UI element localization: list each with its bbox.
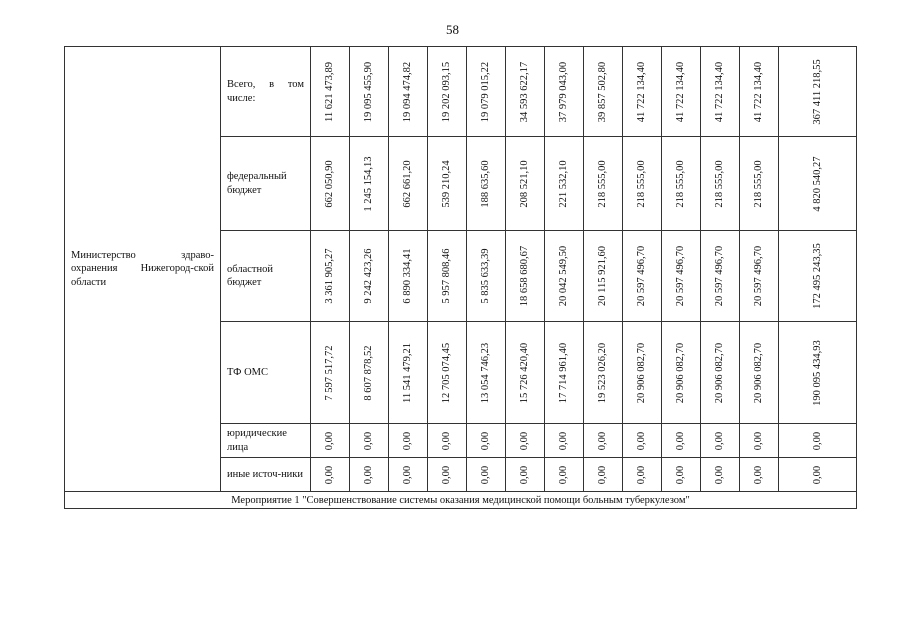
page-number: 58 xyxy=(446,22,459,37)
year-value-cell xyxy=(740,47,779,137)
year-value-cell xyxy=(740,458,779,492)
year-value: 9 242 423,26 xyxy=(362,248,374,304)
year-value-cell xyxy=(623,322,662,424)
funding-source-label: областной бюджет xyxy=(221,231,311,322)
year-value-cell xyxy=(428,424,467,458)
year-value-cell xyxy=(506,137,545,231)
year-value: 662 661,20 xyxy=(401,159,413,208)
year-value: 0,00 xyxy=(713,465,725,484)
year-value: 20 597 496,70 xyxy=(674,245,686,307)
year-value-cell xyxy=(545,458,584,492)
year-value: 0,00 xyxy=(635,431,647,450)
year-value-cell xyxy=(389,322,428,424)
year-value: 41 722 134,40 xyxy=(713,61,725,122)
year-value: 0,00 xyxy=(440,431,452,450)
year-value: 39 857 502,80 xyxy=(596,61,608,122)
measure-title: Мероприятие 1 "Совершенствование системы оказания медицинской помощи больным туберкулезом" xyxy=(65,492,857,509)
year-value: 20 906 082,70 xyxy=(713,342,725,403)
total-value-cell xyxy=(779,47,857,137)
year-value: 1 245 154,13 xyxy=(362,155,374,212)
year-value: 8 607 878,52 xyxy=(362,344,374,401)
year-value-cell xyxy=(350,458,389,492)
year-value-cell xyxy=(428,231,467,322)
year-value-cell xyxy=(467,137,506,231)
year-value-cell xyxy=(623,137,662,231)
year-value-cell xyxy=(545,137,584,231)
year-value-cell xyxy=(545,322,584,424)
year-value: 218 555,00 xyxy=(713,159,725,208)
year-value-cell xyxy=(584,424,623,458)
year-value-cell xyxy=(701,231,740,322)
year-value-cell xyxy=(311,231,350,322)
year-value: 19 079 015,22 xyxy=(479,61,491,122)
year-value: 5 957 808,46 xyxy=(440,248,452,304)
year-value: 0,00 xyxy=(713,431,725,450)
year-value: 0,00 xyxy=(479,431,491,450)
year-value: 188 635,60 xyxy=(479,159,491,208)
total-value: 367 411 218,55 xyxy=(811,58,823,125)
footer-row xyxy=(65,492,857,509)
total-value: 172 495 243,35 xyxy=(811,243,823,309)
year-value: 662 050,90 xyxy=(323,159,335,208)
year-value: 41 722 134,40 xyxy=(674,61,686,122)
year-value: 0,00 xyxy=(518,431,530,450)
year-value-cell xyxy=(311,47,350,137)
year-value: 11 541 479,21 xyxy=(401,342,413,403)
year-value-cell xyxy=(350,424,389,458)
year-value-cell xyxy=(545,424,584,458)
table-row xyxy=(65,47,857,137)
year-value-cell xyxy=(662,231,701,322)
year-value: 0,00 xyxy=(401,431,413,450)
year-value: 218 555,00 xyxy=(596,159,608,208)
funding-source-label: Всего, в том числе: xyxy=(221,47,311,137)
year-value-cell xyxy=(506,322,545,424)
year-value: 20 115 921,60 xyxy=(596,246,608,306)
year-value-cell xyxy=(350,137,389,231)
year-value: 208 521,10 xyxy=(518,159,530,208)
funding-source-label: юридические лица xyxy=(221,424,311,458)
year-value: 0,00 xyxy=(752,431,764,450)
year-value: 37 979 043,00 xyxy=(557,61,569,122)
year-value-cell xyxy=(428,137,467,231)
year-value: 6 890 334,41 xyxy=(401,248,413,304)
year-value-cell xyxy=(584,47,623,137)
year-value-cell xyxy=(740,322,779,424)
year-value: 0,00 xyxy=(323,465,335,484)
year-value-cell xyxy=(428,47,467,137)
year-value: 5 835 633,39 xyxy=(479,248,491,304)
year-value-cell xyxy=(350,231,389,322)
year-value: 20 597 496,70 xyxy=(635,245,647,307)
year-value-cell xyxy=(389,424,428,458)
year-value-cell xyxy=(311,322,350,424)
year-value: 0,00 xyxy=(674,431,686,450)
year-value-cell xyxy=(428,322,467,424)
year-value-cell xyxy=(662,322,701,424)
year-value: 7 597 517,72 xyxy=(323,344,335,401)
year-value: 41 722 134,40 xyxy=(752,61,764,122)
year-value: 34 593 622,17 xyxy=(518,61,530,122)
year-value: 20 906 082,70 xyxy=(674,342,686,403)
year-value: 0,00 xyxy=(635,465,647,484)
funding-source-label: ТФ ОМС xyxy=(221,322,311,424)
year-value-cell xyxy=(584,322,623,424)
year-value: 0,00 xyxy=(557,465,569,484)
year-value-cell xyxy=(662,424,701,458)
year-value-cell xyxy=(623,424,662,458)
year-value: 20 906 082,70 xyxy=(635,342,647,403)
year-value: 0,00 xyxy=(362,465,374,484)
year-value-cell xyxy=(428,458,467,492)
year-value-cell xyxy=(701,137,740,231)
year-value-cell xyxy=(545,47,584,137)
year-value-cell xyxy=(740,231,779,322)
year-value-cell xyxy=(389,231,428,322)
total-value-cell xyxy=(779,322,857,424)
year-value-cell xyxy=(623,47,662,137)
year-value-cell xyxy=(662,458,701,492)
year-value-cell xyxy=(506,458,545,492)
year-value-cell xyxy=(467,231,506,322)
total-value-cell xyxy=(779,231,857,322)
year-value-cell xyxy=(701,322,740,424)
year-value-cell xyxy=(467,424,506,458)
year-value-cell xyxy=(467,458,506,492)
year-value-cell xyxy=(584,231,623,322)
year-value: 19 094 474,82 xyxy=(401,61,413,122)
year-value-cell xyxy=(584,458,623,492)
year-value: 19 202 093,15 xyxy=(440,61,452,122)
year-value-cell xyxy=(350,322,389,424)
budget-table xyxy=(64,46,857,509)
year-value: 0,00 xyxy=(674,465,686,484)
year-value: 19 523 026,20 xyxy=(596,342,608,403)
year-value-cell xyxy=(506,424,545,458)
year-value: 0,00 xyxy=(596,465,608,484)
year-value-cell xyxy=(311,137,350,231)
funding-source-label: иные источ-ники xyxy=(221,458,311,492)
year-value-cell xyxy=(584,137,623,231)
year-value: 15 726 420,40 xyxy=(518,342,530,403)
year-value: 0,00 xyxy=(440,465,452,484)
year-value: 20 597 496,70 xyxy=(713,245,725,307)
year-value-cell xyxy=(740,424,779,458)
year-value-cell xyxy=(311,424,350,458)
year-value: 41 722 134,40 xyxy=(635,61,647,122)
year-value: 218 555,00 xyxy=(674,159,686,208)
year-value: 18 658 680,67 xyxy=(518,245,530,307)
year-value: 218 555,00 xyxy=(752,159,764,208)
year-value: 0,00 xyxy=(401,465,413,484)
year-value: 20 597 496,70 xyxy=(752,245,764,307)
year-value: 0,00 xyxy=(596,431,608,450)
year-value-cell xyxy=(506,231,545,322)
year-value: 19 095 455,90 xyxy=(362,61,374,122)
year-value-cell xyxy=(701,47,740,137)
year-value-cell xyxy=(701,458,740,492)
year-value-cell xyxy=(467,47,506,137)
organization-cell: Министерство здраво-охранения Нижегород-ской области xyxy=(65,47,221,492)
year-value-cell xyxy=(389,47,428,137)
total-value-cell xyxy=(779,458,857,492)
total-value: 0,00 xyxy=(811,465,823,484)
year-value-cell xyxy=(545,231,584,322)
total-value: 190 095 434,93 xyxy=(811,339,823,406)
year-value-cell xyxy=(740,137,779,231)
year-value-cell xyxy=(506,47,545,137)
year-value: 221 532,10 xyxy=(557,159,569,208)
year-value-cell xyxy=(662,47,701,137)
year-value-cell xyxy=(467,322,506,424)
total-value: 4 820 540,27 xyxy=(811,155,823,212)
year-value-cell xyxy=(389,458,428,492)
year-value: 0,00 xyxy=(479,465,491,484)
year-value-cell xyxy=(389,137,428,231)
total-value-cell xyxy=(779,137,857,231)
year-value: 0,00 xyxy=(323,431,335,450)
table-body xyxy=(65,47,857,509)
year-value: 20 906 082,70 xyxy=(752,342,764,403)
funding-source-label: федеральный бюджет xyxy=(221,137,311,231)
year-value: 11 621 473,89 xyxy=(323,61,335,122)
year-value: 0,00 xyxy=(362,431,374,450)
year-value-cell xyxy=(623,231,662,322)
year-value: 3 361 905,27 xyxy=(323,248,335,304)
year-value-cell xyxy=(350,47,389,137)
year-value: 13 054 746,23 xyxy=(479,342,491,403)
year-value: 0,00 xyxy=(518,465,530,484)
year-value-cell xyxy=(623,458,662,492)
year-value: 539 210,24 xyxy=(440,159,452,208)
year-value: 218 555,00 xyxy=(635,159,647,208)
year-value-cell xyxy=(662,137,701,231)
year-value: 12 705 074,45 xyxy=(440,342,452,403)
year-value-cell xyxy=(701,424,740,458)
year-value: 0,00 xyxy=(752,465,764,484)
total-value: 0,00 xyxy=(811,431,823,450)
year-value: 20 042 549,50 xyxy=(557,245,569,307)
year-value: 17 714 961,40 xyxy=(557,342,569,403)
year-value: 0,00 xyxy=(557,431,569,450)
total-value-cell xyxy=(779,424,857,458)
year-value-cell xyxy=(311,458,350,492)
